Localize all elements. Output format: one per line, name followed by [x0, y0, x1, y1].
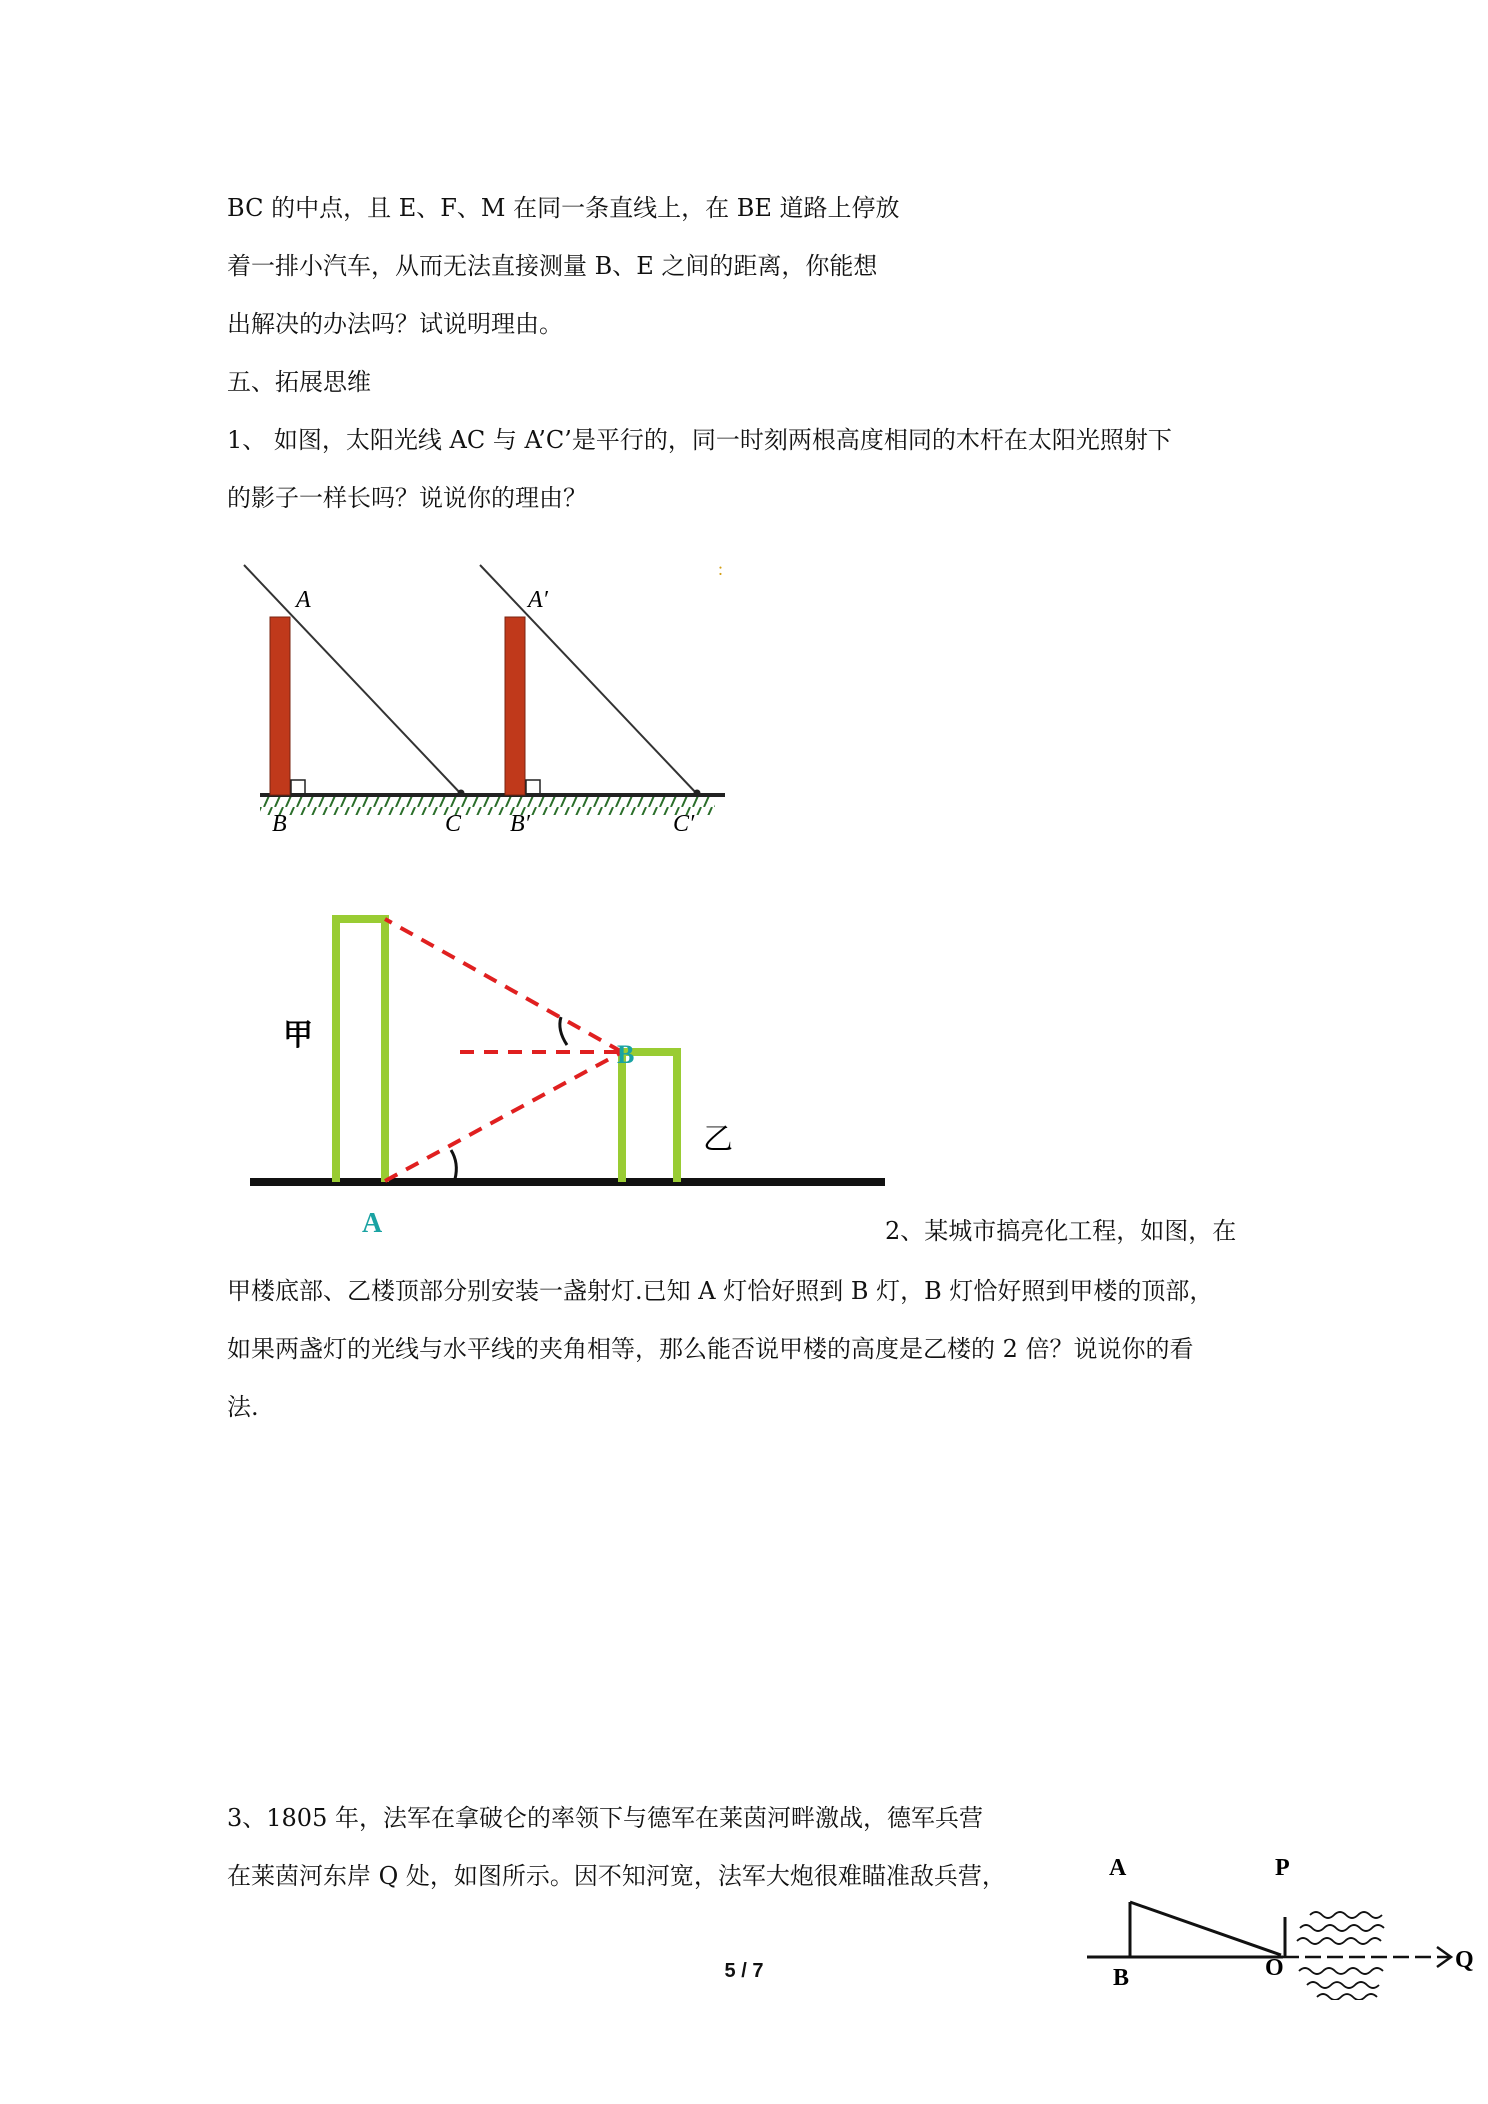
ground-hatch: [260, 795, 715, 815]
figure-sun-shadows: [230, 555, 740, 850]
beam-b-to-jia-top: [385, 919, 622, 1052]
building-jia: [336, 919, 385, 1182]
label-a: A: [296, 587, 311, 613]
label-b: B: [1113, 1965, 1130, 1991]
angle-mark-a: [451, 1150, 456, 1179]
building-yi: [622, 1052, 677, 1182]
text-line: BC 的中点，且 E、F、M 在同一条直线上，在 BE 道路上停放: [227, 194, 900, 222]
question-3-text: 3、1805 年，法军在拿破仑的率领下与德军在莱茵河畔激战，德军兵营: [227, 1804, 983, 1832]
right-angle-mark: [526, 780, 540, 794]
label-b: B: [272, 811, 287, 837]
question-1-text: 的影子一样长吗？说说你的理由？: [227, 484, 587, 512]
label-a-prime: A′: [528, 587, 548, 613]
label-b-prime: B′: [510, 811, 530, 837]
angle-mark-b: [560, 1017, 567, 1045]
label-c: C: [445, 811, 462, 837]
point-c2: [694, 790, 701, 797]
point-c: [458, 790, 465, 797]
pole-a2b2: [505, 617, 525, 795]
question-2-text: 甲楼底部、乙楼顶部分别安装一盏射灯.已知 A 灯恰好照到 B 灯，B 灯恰好照到甲楼的顶部，: [227, 1277, 1214, 1305]
label-b: B: [617, 1040, 635, 1069]
svg-text::: :: [718, 559, 724, 579]
label-p: P: [1275, 1855, 1290, 1881]
pole-ab: [270, 617, 290, 795]
question-3-text: 在莱茵河东岸 Q 处，如图所示。因不知河宽，法军大炮很难瞄准敌兵营，: [227, 1862, 1006, 1890]
text-line: 着一排小汽车，从而无法直接测量 B、E 之间的距离，你能想: [227, 252, 878, 280]
text-line: 出解决的办法吗？试说明理由。: [227, 310, 563, 338]
label-o: O: [1265, 1955, 1284, 1981]
label-yi: 乙: [703, 1123, 733, 1156]
right-angle-mark: [291, 780, 305, 794]
label-c-prime: C′: [673, 811, 695, 837]
label-jia: 甲: [283, 1019, 313, 1052]
label-a: A: [1109, 1855, 1127, 1881]
beam-a-to-b: [385, 1052, 622, 1181]
segment-ao: [1130, 1902, 1281, 1955]
page-number: 5 / 7: [724, 1960, 764, 1982]
figure-spotlights: [245, 905, 895, 1250]
section-heading: 五、拓展思维: [227, 368, 371, 396]
question-2-text: 法.: [227, 1393, 259, 1421]
question-1-text: 1、 如图，太阳光线 AC 与 A’C’是平行的，同一时刻两根高度相同的木杆在太阳光照射下: [227, 426, 1172, 454]
label-q: Q: [1455, 1947, 1474, 1973]
question-2-text: 如果两盏灯的光线与水平线的夹角相等，那么能否说甲楼的高度是乙楼的 2 倍？说说你的看: [227, 1335, 1194, 1363]
label-a: A: [362, 1208, 383, 1239]
question-2-text: 2、某城市搞亮化工程，如图，在: [885, 1217, 1237, 1245]
